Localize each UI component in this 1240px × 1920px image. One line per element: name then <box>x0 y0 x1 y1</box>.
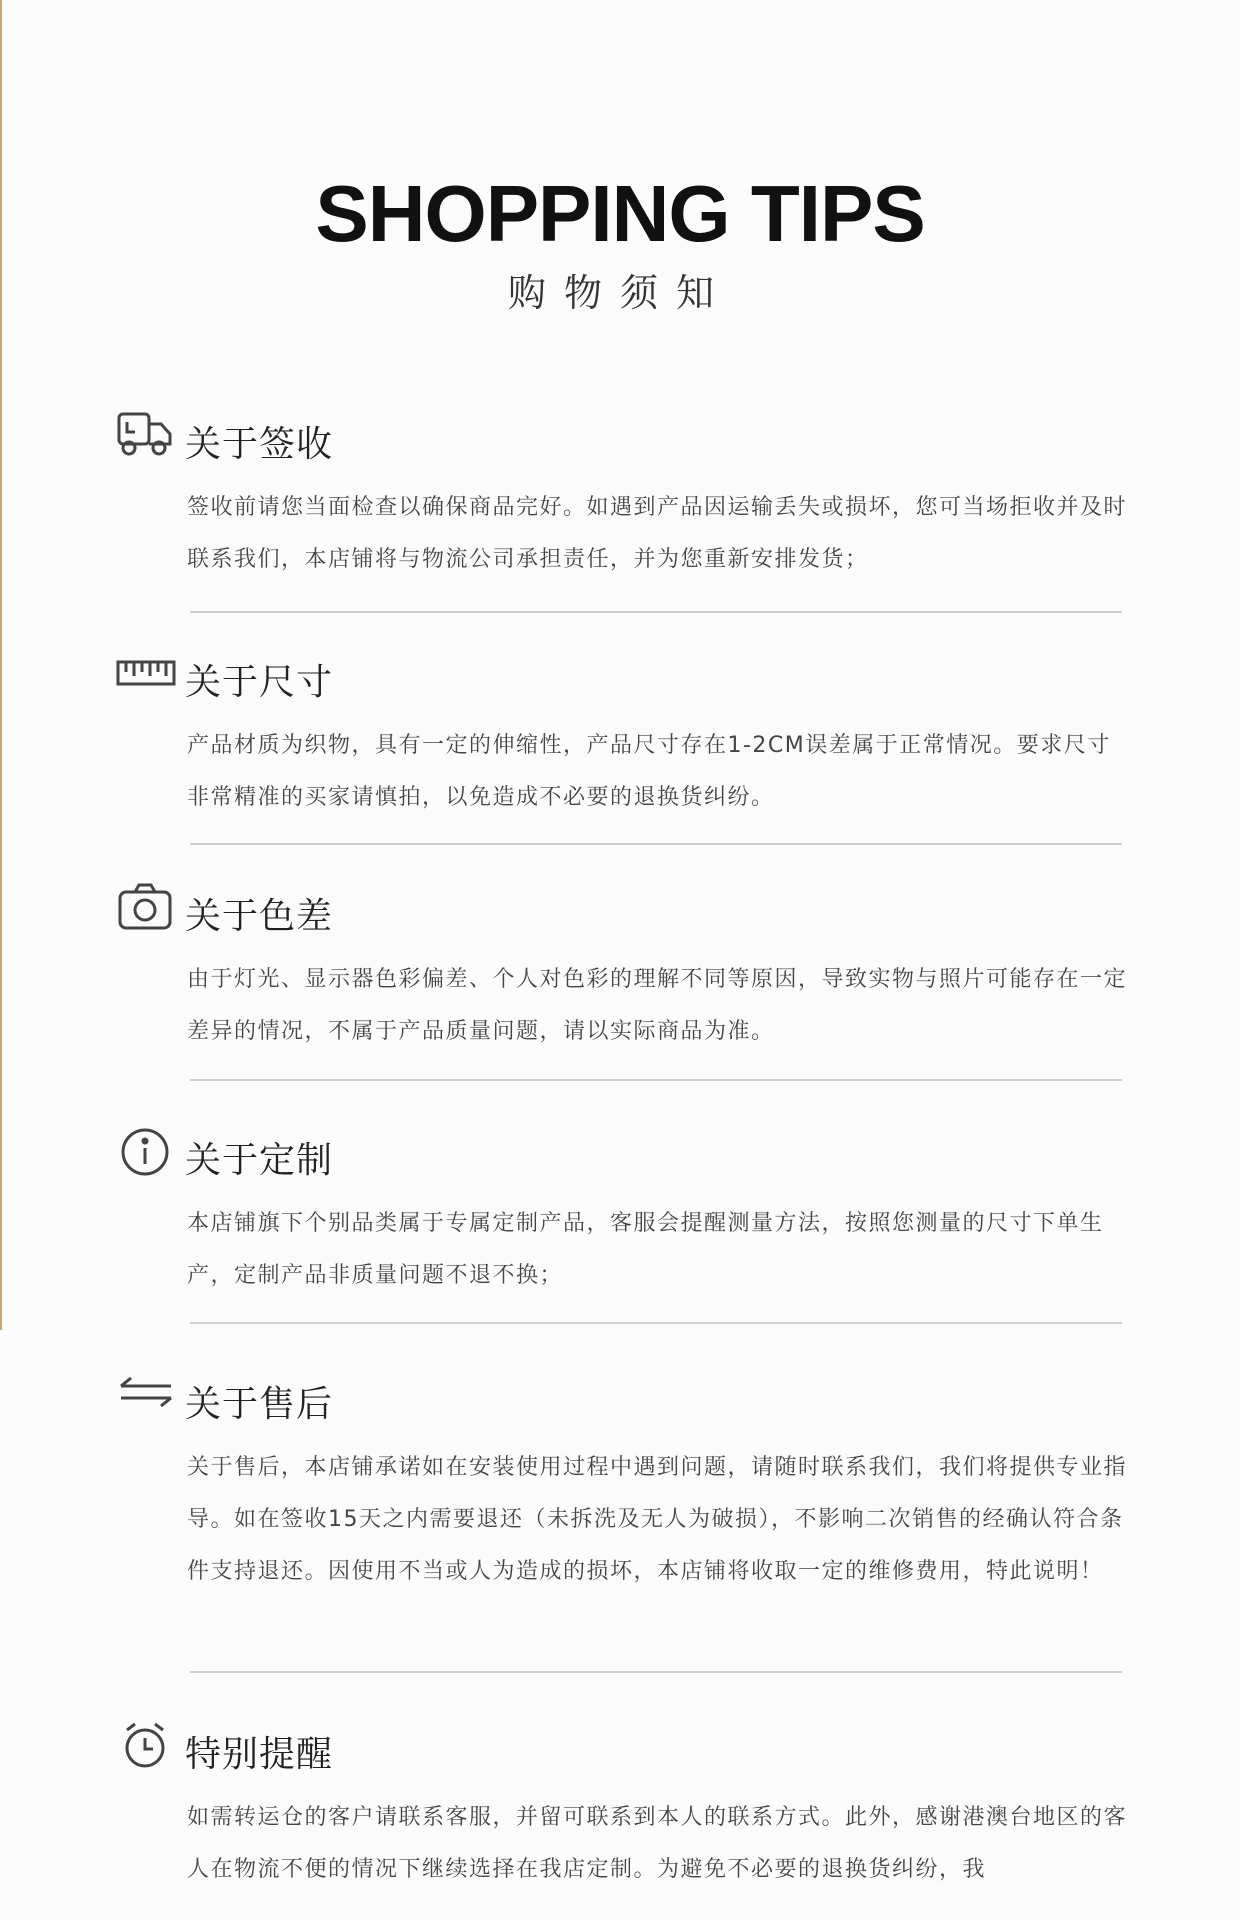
divider <box>190 1322 1122 1324</box>
section-title: 关于色差 <box>185 896 334 937</box>
section-signing <box>115 408 1128 586</box>
divider <box>190 843 1122 845</box>
divider <box>190 1079 1122 1081</box>
section-title: 关于定制 <box>185 1140 334 1181</box>
section-title: 关于尺寸 <box>185 662 334 703</box>
section-body: 签收前请您当面检查以确保商品完好。如遇到产品因运输丢失或损坏，您可当场拒收并及时联系我们，本店铺将与物流公司承担责任，并为您重新安排发货； <box>187 495 1128 572</box>
section-body: 产品材质为织物，具有一定的伸缩性，产品尺寸存在1-2CM误差属于正常情况。要求尺寸非常精准的买家请慎拍，以免造成不必要的退换货纠纷。 <box>187 733 1111 810</box>
section-title: 关于售后 <box>185 1384 334 1425</box>
page-title: SHOPPING TIPS <box>315 169 925 258</box>
page-subtitle: 购物须知 <box>507 271 732 315</box>
section-color-difference <box>115 880 1128 1058</box>
section-body: 本店铺旗下个别品类属于专属定制产品，客服会提醒测量方法，按照您测量的尺寸下单生产，定制产品非质量问题不退不换； <box>187 1211 1104 1288</box>
ruler-icon <box>115 646 177 702</box>
section-after-sales <box>115 1368 1128 1598</box>
divider <box>190 611 1122 613</box>
section-title: 关于签收 <box>185 424 334 465</box>
section-special-reminder <box>115 1718 1128 1896</box>
section-customization <box>115 1124 1125 1302</box>
section-body: 关于售后，本店铺承诺如在安装使用过程中遇到问题，请随时联系我们，我们将提供专业指导。如在签收15天之内需要退还（未拆洗及无人为破损），不影响二次销售的经确认符合条件支持退还。因使用不当或人为造成的损坏，本店铺将收取一定的维修费用，特此说明！ <box>187 1455 1128 1584</box>
delivery-truck-icon <box>115 408 177 464</box>
section-body: 如需转运仓的客户请联系客服，并留可联系到本人的联系方式。此外，感谢港澳台地区的客人在物流不便的情况下继续选择在我店定制。为避免不必要的退换货纠纷，我 <box>187 1805 1128 1882</box>
divider <box>190 1671 1122 1673</box>
section-title: 特别提醒 <box>185 1734 334 1775</box>
section-size <box>115 646 1125 824</box>
info-icon <box>115 1124 177 1180</box>
exchange-arrows-icon <box>115 1368 177 1424</box>
camera-icon <box>115 880 177 936</box>
alarm-clock-icon <box>115 1718 177 1774</box>
section-body: 由于灯光、显示器色彩偏差、个人对色彩的理解不同等原因，导致实物与照片可能存在一定差异的情况，不属于产品质量问题，请以实际商品为准。 <box>187 967 1128 1044</box>
